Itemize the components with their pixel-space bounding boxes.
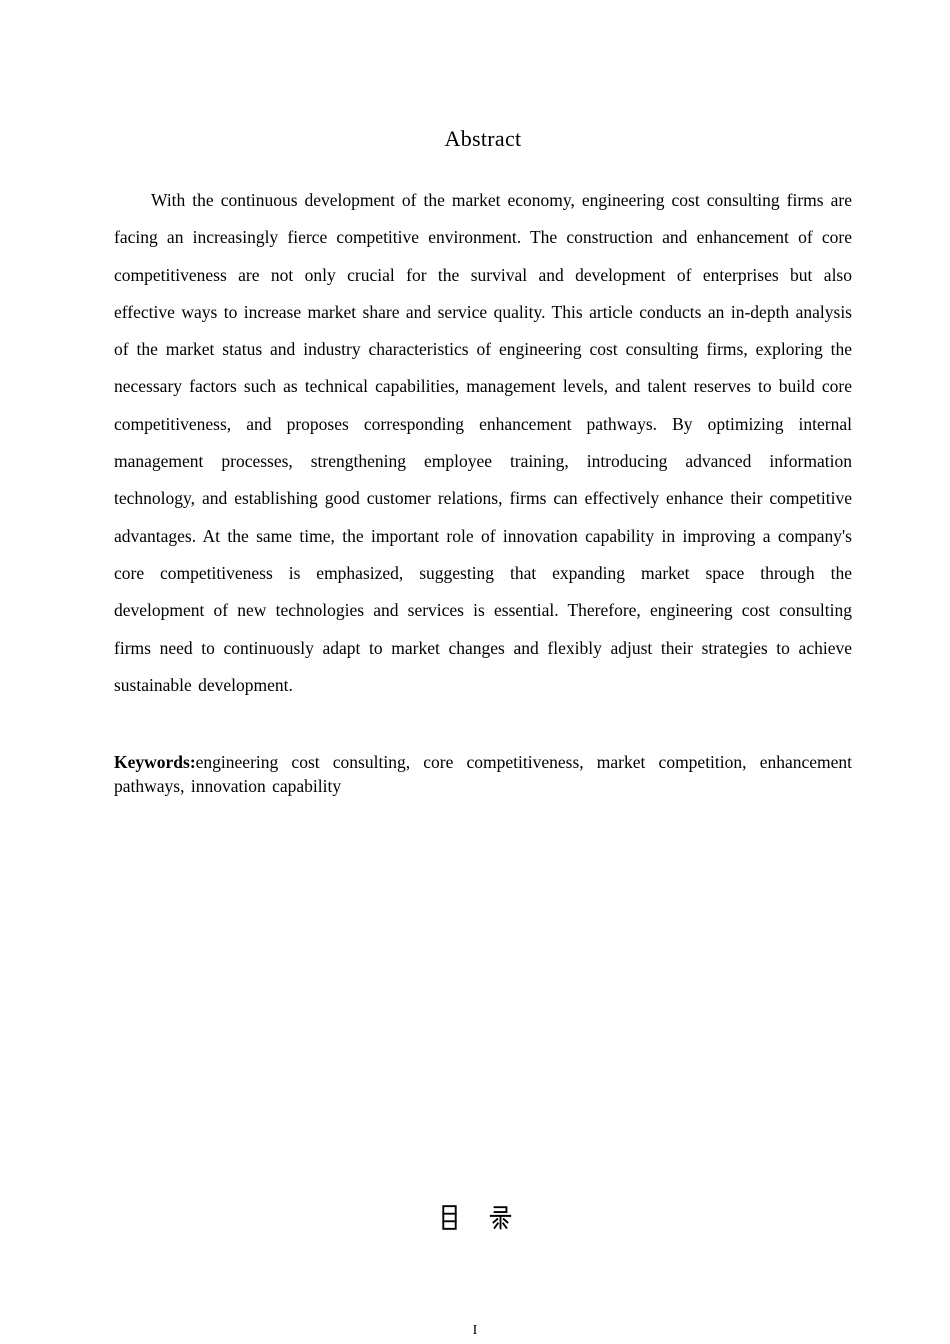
page-title: Abstract: [444, 126, 522, 151]
toc-title: [0, 1204, 950, 1231]
toc-char-lu-icon: [487, 1204, 514, 1231]
page-number: I: [472, 1323, 478, 1338]
abstract-body-text: With the continuous development of the market economy, engineering cost consulting firms are facing an increasingly fierce competitive environment. The construction and enhancement of core competitiveness are not only crucial for the survival and development of enterprises but also effective ways to increase market share and service quality. This article conducts an in-depth analysis of the market status and industry characteristics of engineering cost consulting firms, exploring the necessary factors such as technical capabilities, management levels, and talent reserves to build core competitiveness, and proposes corresponding enhancement pathways. By optimizing internal management processes, strengthening employee training, introducing advanced information technology, and establishing good customer relations, firms can effectively enhance their competitive advantages. At the same time, the important role of innovation capability in improving a company's core competitiveness is emphasized, suggesting that expanding market space through the development of new technologies and services is essential. Therefore, engineering cost consulting firms need to continuously adapt to market changes and flexibly adjust their strategies to achieve sustainable development.: [114, 190, 852, 695]
keywords-label: Keywords:: [114, 752, 196, 773]
keywords-text: engineering cost consulting, core competitiveness, market competition, enhancement pathways, innovation capability: [114, 752, 852, 797]
toc-char-mu-icon: [436, 1204, 463, 1231]
keywords-line: [114, 750, 852, 798]
